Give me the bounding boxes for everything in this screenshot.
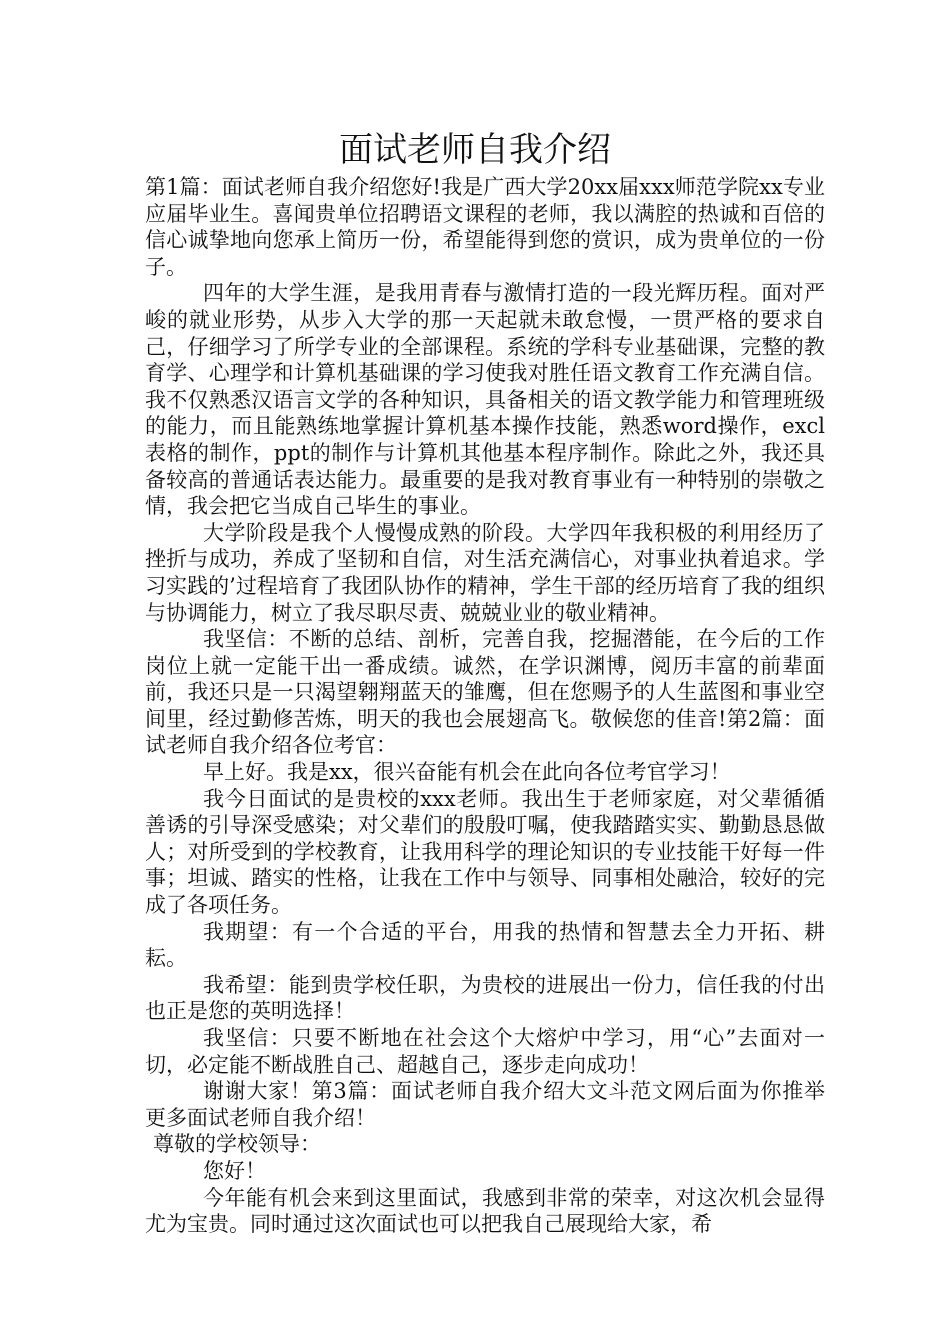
paragraph: 四年的大学生涯，是我用青春与激情打造的一段光辉历程。面对严峻的就业形势，从步入大学的那一天起就未敢怠慢，一贯严格的要求自己，仔细学习了所学专业的全部课程。系统的学科专业基础课，完整的教育学、心理学和计算机基础课的学习使我对胜任语文教育工作充满自信。我不仅熟悉汉语言文学的各种知识，具备相关的语文教学能力和管理班级的能力，而且能熟练地掌握计算机基本操作技能，熟悉word操作，excl表格的制作，ppt的制作与计算机其他基本程序制作。除此之外，我还具备较高的普通话表达能力。最重要的是我对教育事业有一种特别的崇敬之情，我会把它当成自己毕生的事业。 [145,281,825,519]
paragraph: 我希望：能到贵学校任职，为贵校的进展出一份力，信任我的付出也正是您的英明选择！ [145,972,825,1024]
greeting: 您好！ [203,1158,266,1183]
paragraph: 我坚信：不断的总结、剖析，完善自我，挖掘潜能，在今后的工作岗位上就一定能干出一番成绩。诚然，在学识渊博，阅历丰富的前辈面前，我还只是一只渴望翱翔蓝天的雏鹰，但在您赐予的人生蓝图和事业空间里，经过勤修苦炼，明天的我也会展翅高飞。敬候您的佳音!第2篇：面试老师自我介绍各位考官： [145,627,825,758]
paragraph: 早上好。我是xx，很兴奋能有机会在此向各位考官学习！ [203,760,731,785]
paragraph: 今年能有机会来到这里面试，我感到非常的荣幸，对这次机会显得尤为宝贵。同时通过这次面试也可以把我自己展现给大家，希 [145,1185,825,1237]
document-title: 面试老师自我介绍 [339,130,611,170]
document-body [145,174,825,1238]
paragraph: 大学阶段是我个人慢慢成熟的阶段。大学四年我积极的利用经历了挫折与成功，养成了坚韧和自信，对生活充满信心，对事业执着追求。学习实践的’过程培育了我团队协作的精神，学生干部的经历培育了我的组织与协调能力，树立了我尽职尽责、兢兢业业的敬业精神。 [145,520,825,625]
paragraph: 谢谢大家！第3篇：面试老师自我介绍大文斗范文网后面为你推举更多面试老师自我介绍！ [145,1079,825,1130]
paragraph: 我期望：有一个合适的平台，用我的热情和智慧去全力开拓、耕耘。 [145,919,825,971]
paragraph: 我今日面试的是贵校的xxx老师。我出生于老师家庭，对父辈循循善诱的引导深受感染；对父辈们的殷殷叮嘱，使我踏踏实实、勤勤恳恳做人；对所受到的学校教育，让我用科学的理论知识的专业技能干好每一件事；坦诚、踏实的性格，让我在工作中与领导、同事相处融洽，较好的完成了各项任务。 [145,786,825,918]
paragraph: 第1篇：面试老师自我介绍您好!我是广西大学20xx届xxx师范学院xx专业应届毕业生。喜闻贵单位招聘语文课程的老师，我以满腔的热诚和百倍的信心诚挚地向您承上简历一份，希望能得到您的赏识，成为贵单位的一份子。 [145,175,825,279]
paragraph: 我坚信：只要不断地在社会这个大熔炉中学习，用“心”去面对一切，必定能不断战胜自己、超越自己，逐步走向成功！ [145,1026,825,1077]
salutation: 尊敬的学校领导： [153,1132,321,1157]
